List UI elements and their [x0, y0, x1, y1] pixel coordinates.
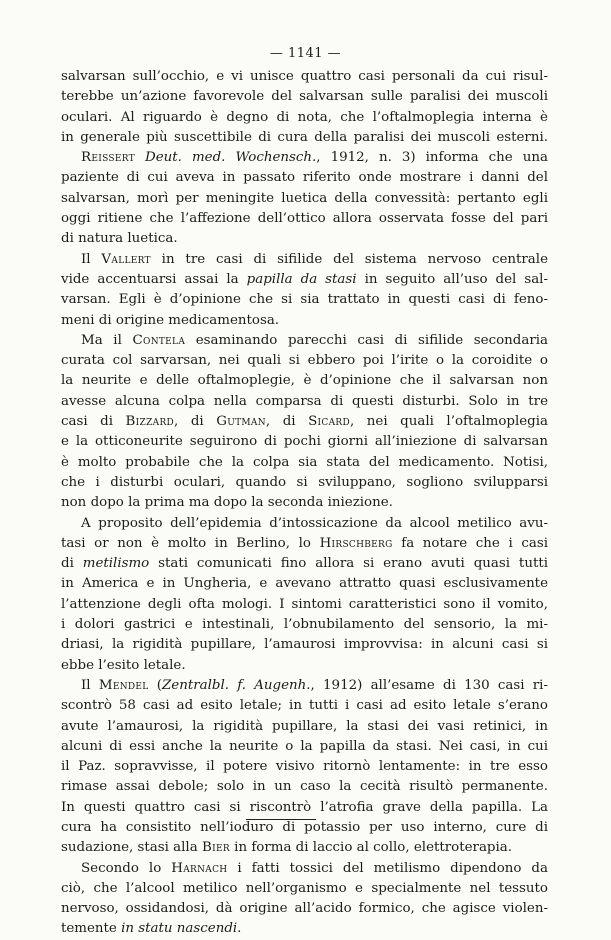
text-segment: alcuni di essi anche la neurite o la papilla da stasi. Nei casi, in cui: [61, 738, 548, 754]
text-segment: Secondo lo: [81, 860, 172, 876]
text-line: [61, 757, 548, 777]
text-segment: scontrò 58 casi ad esito letale; in tutti i casi ad esito letale s’erano: [61, 698, 548, 714]
text-line: [61, 473, 548, 493]
text-line: [61, 209, 548, 229]
text-line: [61, 574, 548, 594]
author-name: Mendel: [98, 677, 149, 693]
text-segment: il Paz. sopravvisse, il potere visivo ritornò lentamente: in tre esso: [61, 759, 548, 775]
body-text: [61, 67, 548, 940]
text-segment: paziente di cui aveva in passato riferito onde mostrare i danni del: [61, 170, 548, 186]
text-line: [61, 189, 548, 209]
text-segment: sudazione, stasi alla: [61, 840, 202, 856]
text-segment: nervoso, ossidandosi, dà origine all’acido formico, che agisce violen-: [61, 901, 548, 917]
text-segment: di natura luetica.: [61, 231, 178, 247]
text-segment: cura ha consistito nell’ioduro di potassio per uso interno, cure di: [61, 819, 548, 835]
text-segment: , 1912, n. 3) informa che una: [316, 150, 548, 166]
italic-text: Zentralbl. f. Augenh.: [162, 677, 311, 693]
text-line: [61, 514, 548, 534]
text-segment: varsan. Egli è d’opinione che si sia trattato in questi casi di feno-: [61, 292, 548, 308]
text-line: [61, 615, 548, 635]
text-line: [61, 250, 548, 270]
text-segment: ebbe l’esito letale.: [61, 657, 186, 673]
text-line: [61, 270, 548, 290]
italic-text: metilismo: [82, 556, 150, 572]
text-line: [61, 899, 548, 919]
page-number: — 1141 —: [269, 46, 342, 61]
text-line: [61, 128, 548, 148]
text-line: [61, 777, 548, 797]
text-segment: , di: [174, 414, 217, 430]
author-name: Hirschberg: [319, 535, 393, 551]
text-segment: curata col sarvarsan, nei quali si ebbero poi l’irite o la coroidite o: [61, 353, 548, 369]
text-segment: Il: [81, 251, 102, 267]
text-segment: in America e in Ungheria, e avevano attratto quasi esclusivamente: [61, 576, 548, 592]
text-line: [61, 737, 548, 757]
text-segment: A proposito dell’epidemia d’intossicazione da alcool metilico avu-: [81, 515, 548, 531]
text-segment: in forma di laccio al collo, elettroterapia.: [229, 840, 513, 856]
text-segment: Il: [81, 677, 99, 693]
text-segment: [135, 150, 145, 165]
text-segment: è molto probabile che la colpa sia stata del medicamento. Notisi,: [61, 454, 548, 470]
text-line: [61, 229, 548, 249]
text-line: [61, 595, 548, 615]
italic-text: papilla da stasi: [246, 271, 357, 287]
text-line: [61, 148, 548, 168]
text-line: [61, 432, 548, 452]
text-line: [61, 798, 548, 818]
text-segment: in seguito all’uso del sal-: [356, 271, 548, 287]
text-segment: meni di origine medicamentosa.: [61, 312, 280, 328]
text-segment: i fatti tossici del metilismo dipendono da: [227, 860, 548, 876]
text-line: [61, 331, 548, 351]
text-line: [61, 717, 548, 737]
text-segment: i dolori gastrici e intestinali, l’obnubilamento del sensorio, la mi-: [61, 617, 548, 633]
text-segment: oculari. Al riguardo è degno di nota, che l’oftalmoplegia interna è: [61, 109, 548, 125]
text-line: [61, 311, 548, 331]
text-line: [61, 534, 548, 554]
author-name: Contela: [132, 332, 186, 348]
text-segment: rimase assai debole; solo in un caso la cecità risultò permanente.: [61, 779, 548, 795]
text-segment: l’attenzione degli ofta mologi. I sintomi caratteristici sono il vomito,: [61, 596, 548, 612]
text-line: [61, 290, 548, 310]
text-line: [61, 392, 548, 412]
text-segment: driasi, la rigidità pupillare, l’amaurosi improvvisa: in alcuni casi si: [61, 637, 548, 653]
text-segment: In questi quattro casi si riscontrò l’atrofia grave della papilla. La: [61, 799, 548, 815]
text-segment: avute l’amaurosi, la rigidità pupillare, la stasi dei vasi retinici, in: [61, 718, 548, 734]
text-segment: vide accentuarsi assai la: [61, 271, 247, 287]
author-name: Sicard: [308, 414, 350, 430]
author-name: Bizzard: [125, 414, 175, 430]
text-line: [61, 838, 548, 858]
text-line: [61, 635, 548, 655]
text-segment: .: [237, 921, 242, 937]
text-segment: ciò, che l’alcool metilico nell’organismo e specialmente nel tessuto: [61, 880, 548, 896]
text-segment: (: [148, 677, 162, 693]
text-segment: in generale più suscettibile di cura della paralisi dei muscoli esterni.: [61, 129, 548, 145]
text-segment: la neurite e delle oftalmoplegie, è d’opinione che il salvarsan non: [61, 373, 548, 389]
text-segment: salvarsan, morì per meningite luetica della convessità: pertanto egli: [61, 190, 548, 206]
text-segment: , nei quali l’oftalmoplegia: [350, 414, 548, 430]
end-rule: [246, 819, 316, 820]
text-segment: terebbe un’azione favorevole del salvarsan sulle paralisi dei muscoli: [61, 89, 548, 105]
text-segment: tasi or non è molto in Berlino, lo: [61, 535, 320, 551]
text-line: [61, 859, 548, 879]
text-segment: esaminando parecchi casi di sifilide secondaria: [185, 332, 548, 348]
text-segment: fa notare che i casi: [392, 535, 548, 551]
text-line: [61, 108, 548, 128]
text-line: [61, 656, 548, 676]
author-name: Harnach: [171, 860, 228, 876]
text-line: [61, 351, 548, 371]
italic-text: in statu nascendi: [121, 921, 238, 937]
text-line: [61, 168, 548, 188]
text-segment: oggi ritiene che l’affezione dell’ottico allora osservata fosse del pari: [61, 211, 548, 227]
text-segment: temente: [61, 921, 122, 937]
text-segment: , 1912) all’esame di 130 casi ri-: [310, 677, 548, 693]
text-line: [61, 818, 548, 838]
text-segment: che i disturbi oculari, quando si sviluppano, sogliono svilupparsi: [61, 474, 548, 490]
text-segment: di: [61, 556, 83, 572]
author-name: Bier: [201, 840, 230, 856]
text-line: [61, 879, 548, 899]
text-line: [61, 676, 548, 696]
text-line: [61, 696, 548, 716]
text-segment: casi di: [61, 414, 126, 430]
text-line: [61, 412, 548, 432]
text-line: [61, 554, 548, 574]
text-segment: avesse alcuna colpa nella comparsa di questi disturbi. Solo in tre: [61, 393, 548, 409]
text-segment: salvarsan sull’occhio, e vi unisce quattro casi personali da cui risul-: [61, 69, 548, 84]
text-segment: , di: [265, 414, 309, 430]
text-segment: in tre casi di sifilide del sistema nervoso centrale: [150, 251, 548, 267]
text-segment: e la otticoneurite seguirono di pochi giorni all’iniezione di salvarsan: [61, 434, 548, 450]
text-segment: stati comunicati fino allora si erano avuti quasi tutti: [149, 556, 548, 572]
italic-text: Deut. med. Wochensch.: [145, 150, 317, 166]
author-name: Gutman: [216, 414, 266, 430]
text-segment: Ma il: [81, 332, 133, 348]
text-line: [61, 67, 548, 87]
text-line: [61, 493, 548, 513]
text-line: [61, 371, 548, 391]
author-name: Reissert: [81, 150, 135, 166]
author-name: Vallert: [101, 251, 151, 267]
text-segment: non dopo la prima ma dopo la seconda iniezione.: [61, 495, 393, 511]
text-line: [61, 453, 548, 473]
text-line: [61, 87, 548, 107]
text-line: [61, 919, 548, 939]
